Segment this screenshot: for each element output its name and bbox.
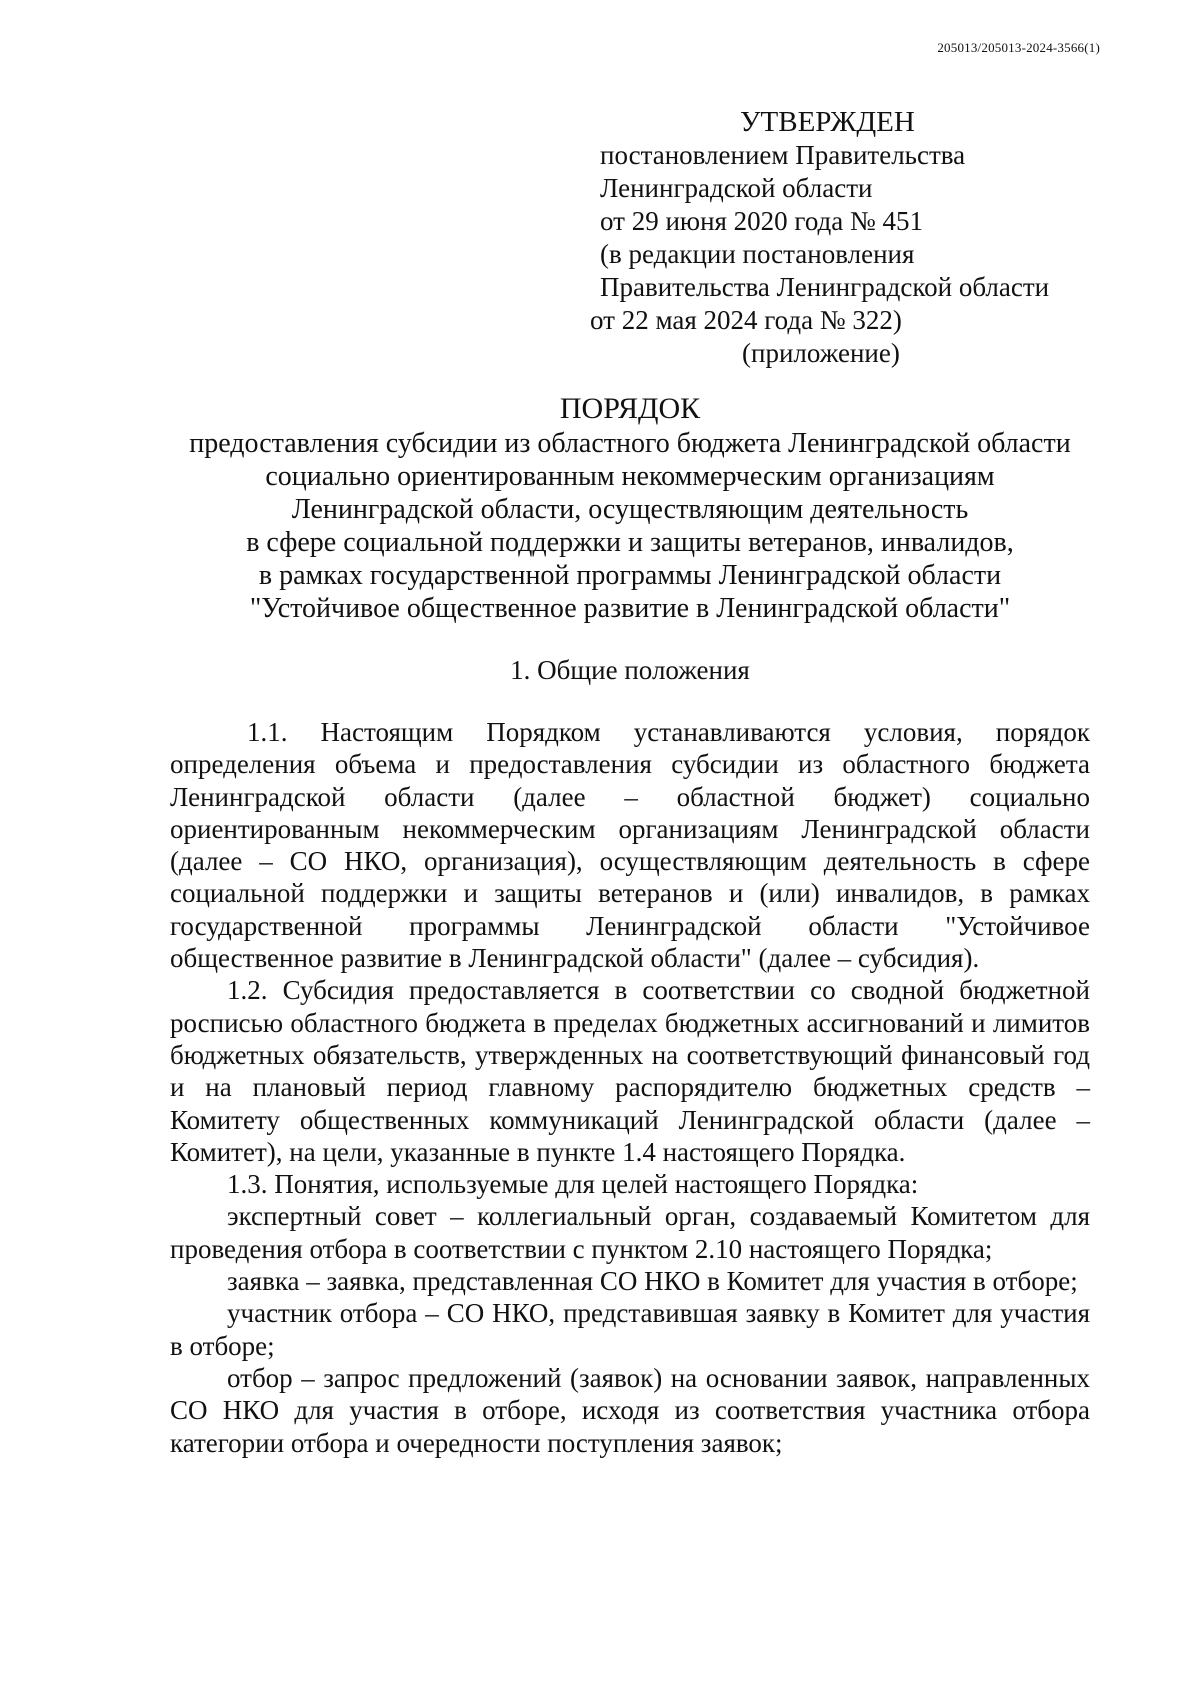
approval-line: от 22 мая 2024 года № 322) (590, 305, 902, 335)
definition-selection: отбор – запрос предложений (заявок) на основании заявок, направленных СО НКО для участия в отборе, исходя из соответствия участника отбора категории отбора и очередности поступления заявок; (170, 1362, 1090, 1458)
paragraph-1-1: 1.1. Настоящим Порядком устанавливаются условия, порядок определения объема и предоставления субсидии из областного бюджета Ленинградской области (далее – областной бюджет) социально ориентированным некоммерческим организациям Ленинградской области (далее – СО НКО, организация), осуществляющим деятельность в сфере социальной поддержки и защиты ветеранов и (или) инвалидов, в рамках государственной программы Ленинградской области "Устойчивое общественное развитие в Ленинградской области" (далее – субсидия). (170, 717, 1090, 974)
approval-annex-note: (приложение) (742, 338, 900, 368)
definition-application: заявка – заявка, представленная СО НКО в Комитет для участия в отборе; (227, 1266, 1078, 1297)
document-title: ПОРЯДОК (559, 392, 701, 425)
approval-line: Ленинградской области (600, 173, 873, 203)
heading-line: предоставления субсидии из областного бюджета Ленинградской области (189, 428, 1071, 459)
approval-line: от 29 июня 2020 года № 451 (600, 206, 924, 236)
heading-line: "Устойчивое общественное развитие в Ленинградской области" (249, 593, 1011, 624)
heading-line: в рамках государственной программы Ленинградской области (258, 560, 1002, 591)
document-body (170, 716, 1090, 1459)
document-heading (170, 392, 1090, 625)
approval-line: (в редакции постановления (600, 239, 915, 269)
paragraph-1-3: 1.3. Понятия, используемые для целей настоящего Порядка: (227, 1169, 919, 1200)
approval-line: Правительства Ленинградской области (600, 272, 1050, 302)
heading-line: социально ориентированным некоммерческим организациям (265, 461, 995, 492)
paragraph-1-2: 1.2. Субсидия предоставляется в соответствии со сводной бюджетной росписью областного бюджета в пределах бюджетных ассигнований и лимитов бюджетных обязательств, утвержденных на соответствующий финансовый год и на плановый период главному распорядителю бюджетных средств – Комитету общественных коммуникаций Ленинградской области (далее – Комитет), на цели, указанные в пункте 1.4 настоящего Порядка. (170, 975, 1090, 1167)
definition-expert-council: экспертный совет – коллегиальный орган, создаваемый Комитетом для проведения отбора в соответствии с пунктом 2.10 настоящего Порядка; (170, 1201, 1090, 1264)
heading-line: Ленинградской области, осуществляющим деятельность (291, 494, 969, 525)
document-number: 205013/205013-2024-3566(1) (937, 40, 1100, 55)
definition-participant: участник отбора – СО НКО, представившая заявку в Комитет для участия в отборе; (170, 1298, 1090, 1361)
approval-title: УТВЕРЖДЕН (740, 106, 915, 138)
heading-line: в сфере социальной поддержки и защиты ветеранов, инвалидов, (246, 527, 1014, 558)
section-title: 1. Общие положения (510, 655, 750, 685)
approval-stamp (590, 106, 1100, 370)
approval-line: постановлением Правительства (600, 140, 966, 170)
